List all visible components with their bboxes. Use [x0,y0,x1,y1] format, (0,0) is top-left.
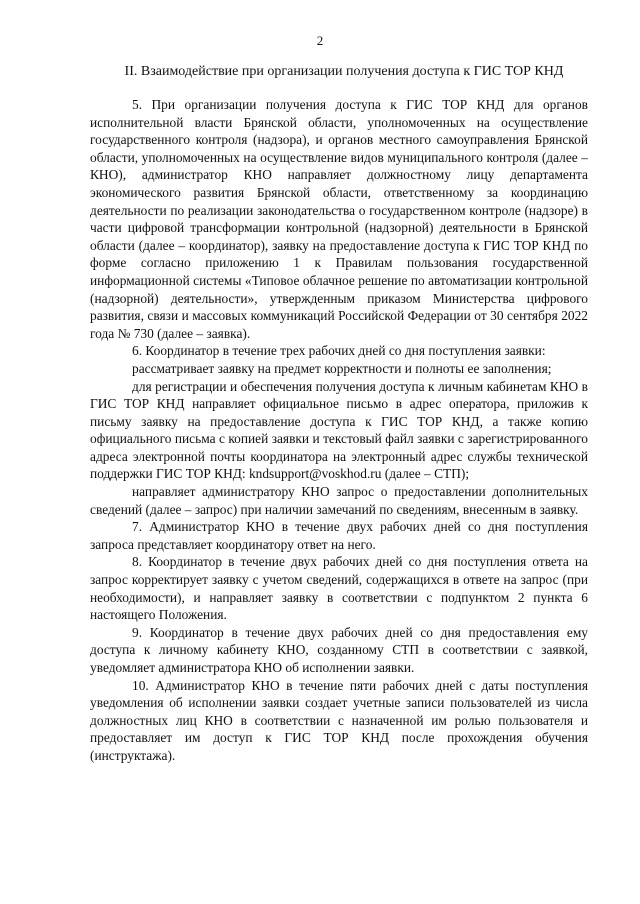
paragraph-6-item-2: для регистрации и обеспечения получения доступа к личным кабинетам КНО в ГИС ТОР КНД направляет официальное письмо в адрес оператора, приложив к письму заявку на предоставление доступа к ГИС ТОР КНД, а также копию официального письма с копией заявки и текстовый файл заявки с зарегистрированного адреса электронной почты координатора на электронный адрес службы технической поддержки ГИС ТОР КНД: kndsupport@voskhod.ru (далее – СТП); [90,378,588,482]
paragraph-9: 9. Координатор в течение двух рабочих дней со дня предоставления ему доступа к личному кабинету КНО, созданному СТП в соответствии с заявкой, уведомляет администратора КНО об исполнении заявки. [90,624,588,675]
paragraph-5: 5. При организации получения доступа к ГИС ТОР КНД для органов исполнительной власти Брянской области, уполномоченных на осуществление государственного контроля (надзора), и органов местного самоуправления Брянской области, уполномоченных на осуществление видов муниципального контроля (далее – КНО), администратор КНО направляет должностному лицу департамента экономического развития Брянской области, ответственному за координацию деятельности по реализации законодательства о государственном контроле (надзоре) в части цифровой трансформации контрольной (надзорной) деятельности в Брянской области (далее – координатор), заявку на предоставление доступа к ГИС ТОР КНД по форме согласно приложению 1 к Правилам пользования государственной информационной системы «Типовое облачное решение по автоматизации контрольной (надзорной) деятельности», утвержденным приказом Министерства цифрового развития, связи и массовых коммуникаций Российской Федерации от 30 сентября 2022 года № 730 (далее – заявка). [90,97,588,341]
section-heading: II. Взаимодействие при организации получения доступа к ГИС ТОР КНД [124,64,564,79]
page-number: 2 [316,33,324,48]
paragraph-6-item-3: направляет администратору КНО запрос о предоставлении дополнительных сведений (далее – запрос) при наличии замечаний по сведениям, внесенным в заявку. [90,484,588,517]
paragraph-6: 6. Координатор в течение трех рабочих дней со дня поступления заявки: [132,343,546,359]
paragraph-7: 7. Администратор КНО в течение двух рабочих дней со дня поступления запроса представляет координатору ответ на него. [90,519,588,552]
paragraph-6-item-1: рассматривает заявку на предмет корректности и полноты ее заполнения; [132,360,552,376]
paragraph-10: 10. Администратор КНО в течение пяти рабочих дней с даты поступления уведомления об исполнении заявки создает учетные записи пользователей из числа должностных лиц КНО в соответствии с назначенной им ролью пользователя и предоставляет им доступ к ГИС ТОР КНД после прохождения обучения (инструктажа). [90,677,588,763]
document-body [90,96,588,765]
paragraph-8: 8. Координатор в течение двух рабочих дней со дня поступления ответа на запрос корректирует заявку с учетом сведений, содержащихся в ответе на запрос (при необходимости), и направляет заявку в соответствии с подпунктом 2 пункта 6 настоящего Положения. [90,554,588,623]
